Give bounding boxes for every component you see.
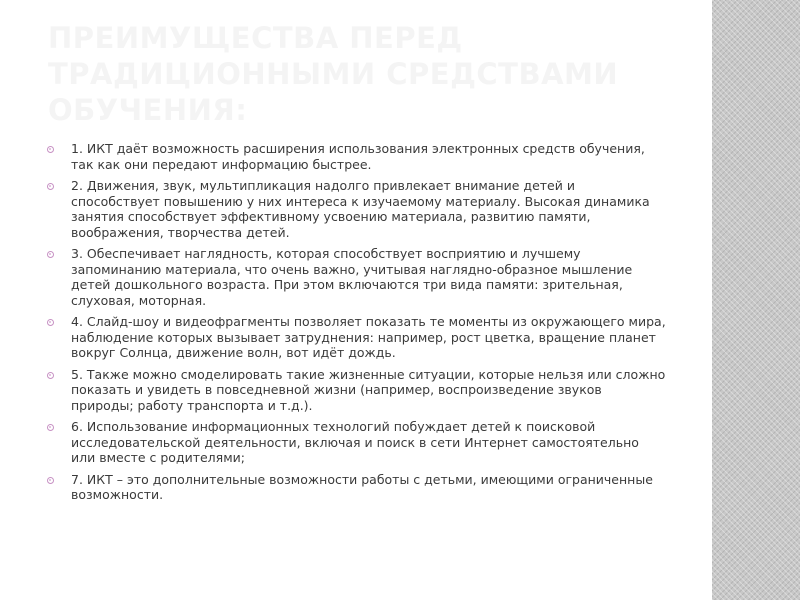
list-item-text: 5. Также можно смоделировать такие жизненные ситуации, которые нельзя или сложно показать и увидеть в повседневной жизни (например, воспроизведение звуков природы; работу транспорта и т.д.).	[71, 366, 666, 413]
circle-bullet-icon	[47, 372, 54, 379]
list-item-text: 1. ИКТ даёт возможность расширения использования электронных средств обучения, так как они передают информацию быстрее.	[71, 141, 645, 172]
list-item	[47, 367, 667, 414]
list-item-text: 2. Движения, звук, мультипликация надолго привлекает внимание детей и способствует повышению у них интереса к изучаемому материалу. Высокая динамика занятия способствует эффективному усвоению материала, развитию памяти, воображения, творчества детей.	[71, 178, 650, 240]
list-item-text: 7. ИКТ – это дополнительные возможности работы с детьми, имеющими ограниченные возможности.	[71, 471, 653, 502]
list-item	[47, 314, 667, 361]
side-pattern-strip	[712, 0, 800, 600]
circle-bullet-icon	[47, 251, 54, 258]
circle-bullet-icon	[47, 477, 54, 484]
slide-title: ПРЕИМУЩЕСТВА ПЕРЕД ТРАДИЦИОННЫМИ СРЕДСТВАМИ ОБУЧЕНИЯ:	[48, 21, 619, 127]
list-item-text: 6. Использование информационных технологий побуждает детей к поисковой исследовательской деятельности, включая и поиск в сети Интернет самостоятельно или вместе с родителями;	[71, 419, 639, 465]
list-item-text: 3. Обеспечивает наглядность, которая способствует восприятию и лучшему запоминанию материала, что очень важно, учитывая наглядно-образное мышление детей дошкольного возраста. При этом включаются три вида памяти: зрительная, слуховая, моторная.	[71, 246, 633, 308]
bullet-list	[47, 141, 667, 509]
list-item	[47, 472, 667, 503]
circle-bullet-icon	[47, 183, 54, 190]
circle-bullet-icon	[47, 146, 54, 153]
list-item	[47, 141, 667, 172]
list-item	[47, 178, 667, 240]
circle-bullet-icon	[47, 424, 54, 431]
circle-bullet-icon	[47, 319, 54, 326]
list-item	[47, 419, 667, 466]
list-item	[47, 246, 667, 308]
list-item-text: 4. Слайд-шоу и видеофрагменты позволяет показать те моменты из окружающего мира, наблюдение которых вызывает затруднения: например, рост цветка, вращение планет вокруг Солнца, движение волн, вот идёт дождь.	[71, 314, 666, 360]
